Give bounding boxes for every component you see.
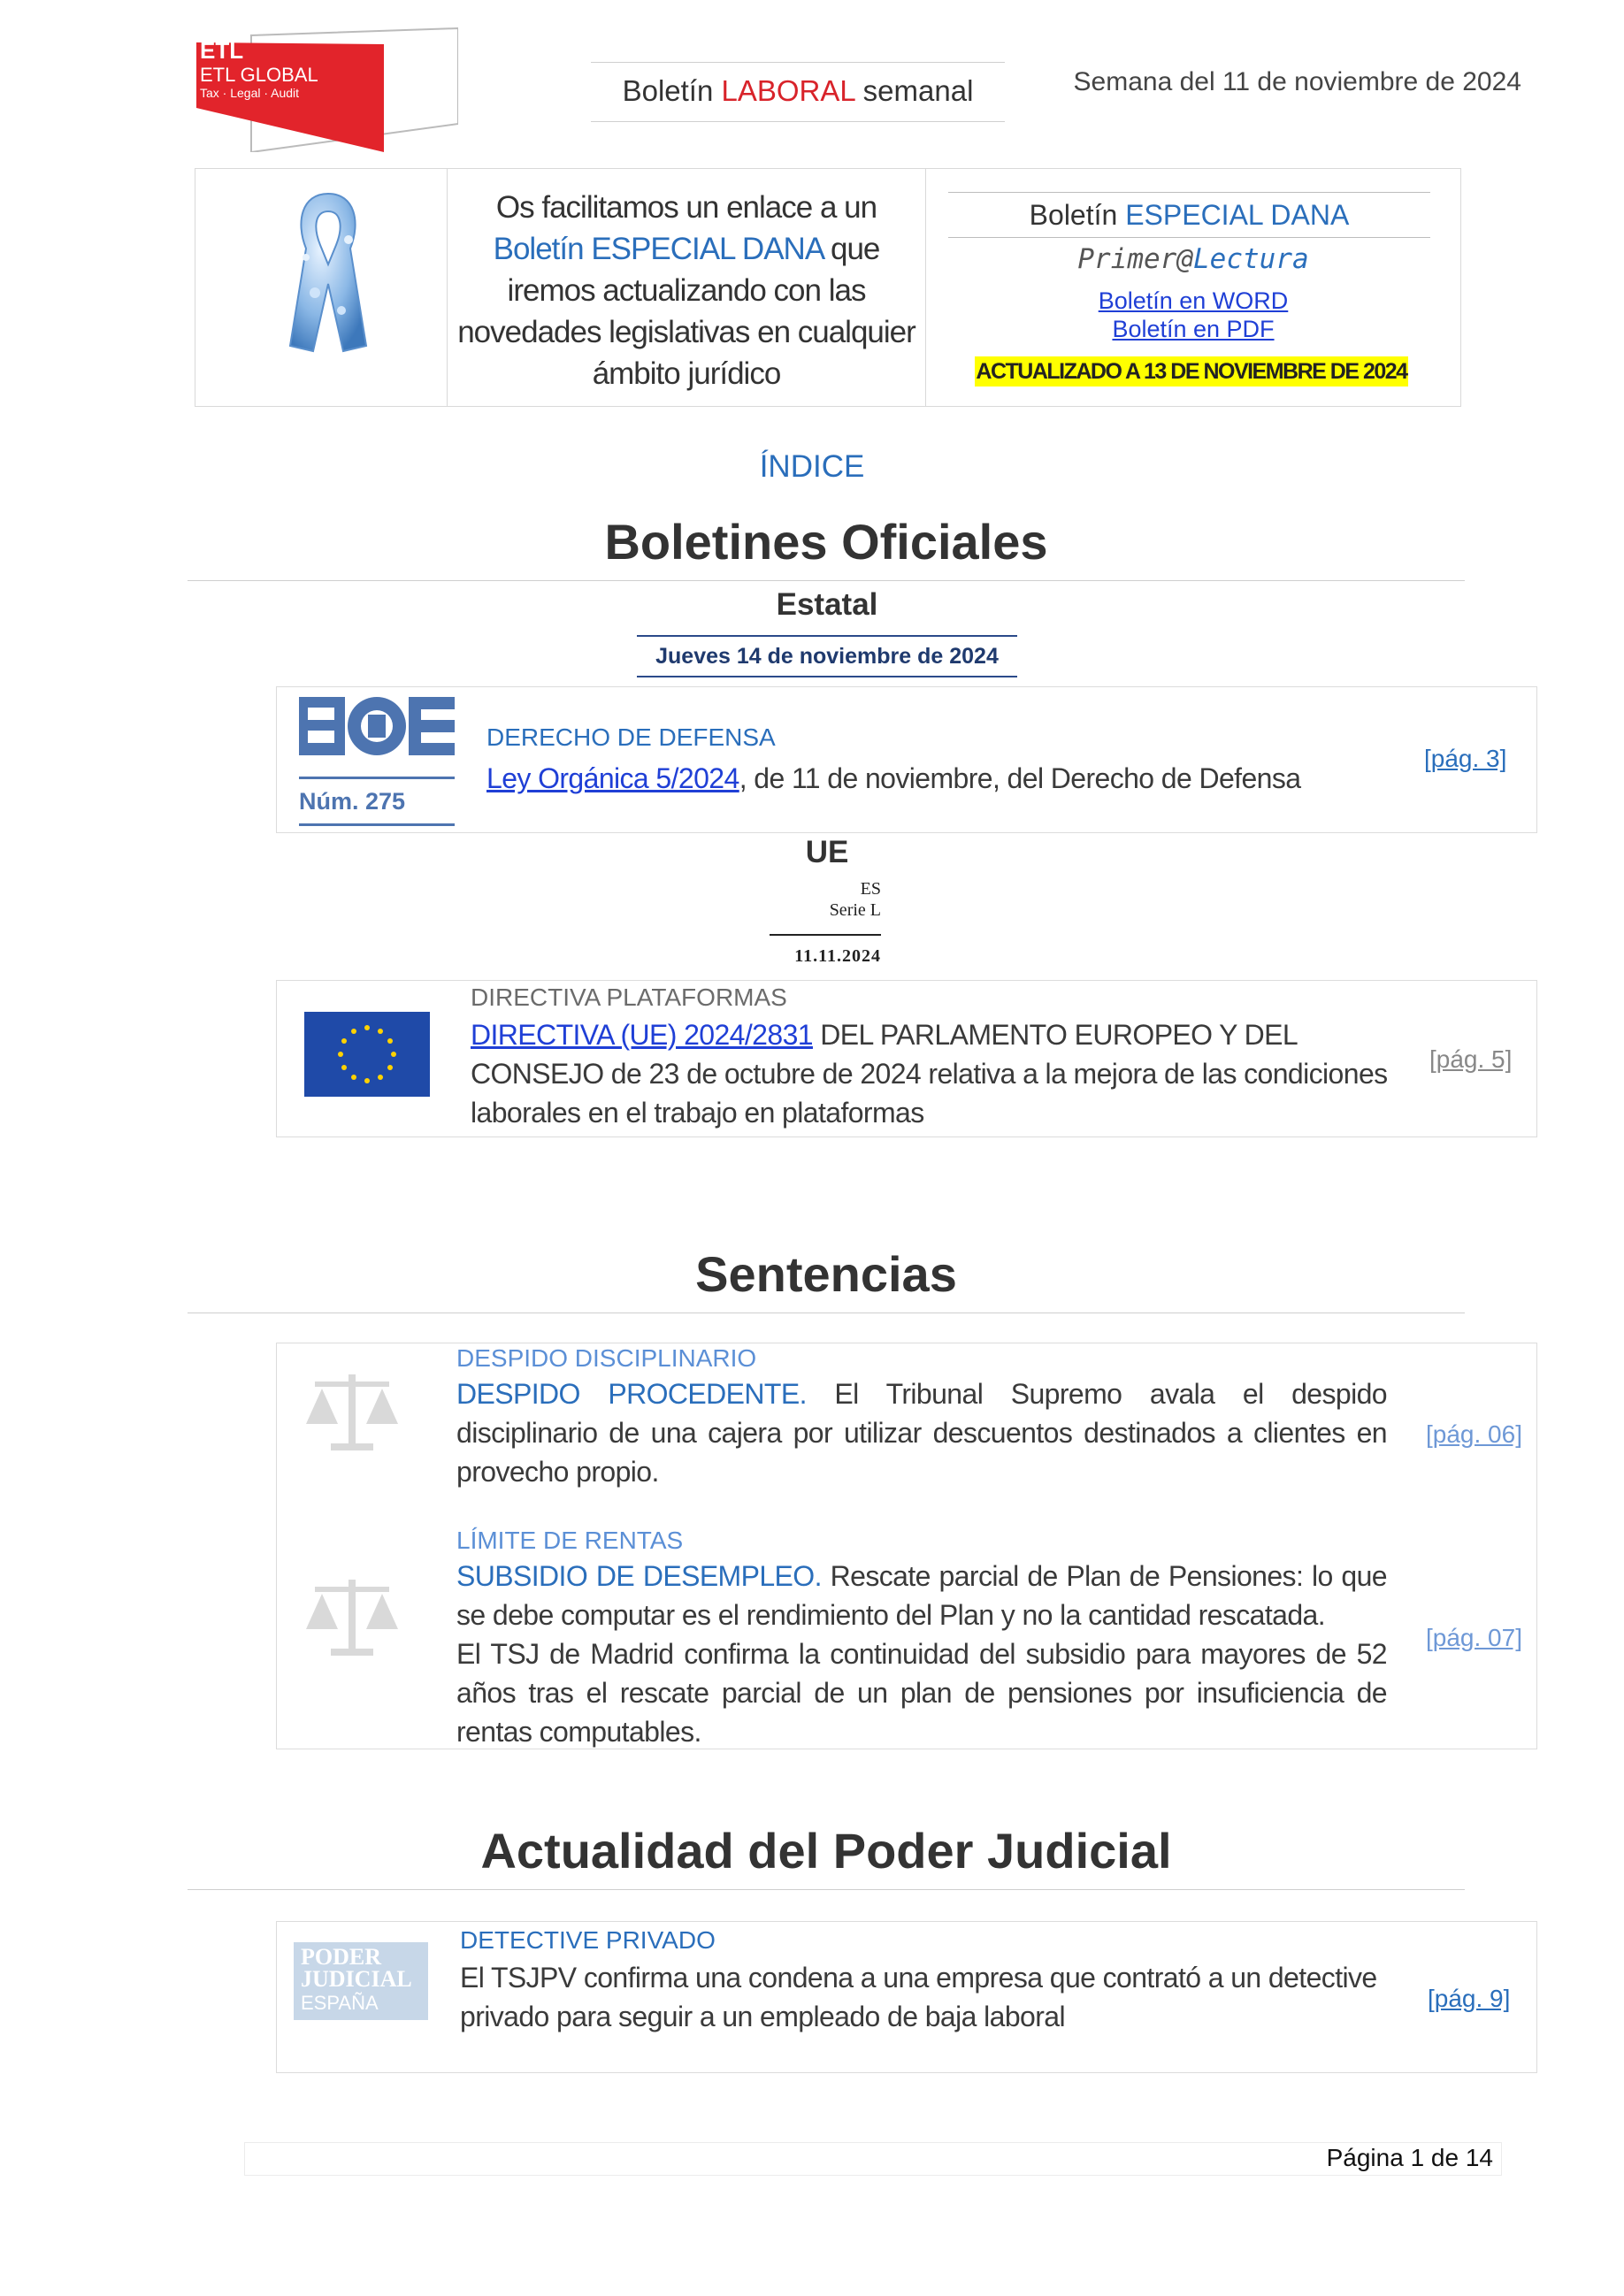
pdf-link[interactable]: Boletín en PDF xyxy=(1112,316,1275,342)
entry-category: DERECHO DE DEFENSA xyxy=(486,723,776,751)
sentencia-2-category: LÍMITE DE RENTAS xyxy=(456,1527,684,1554)
pj-text: El TSJPV confirma una condena a una empresa que contrató a un detective privado para seguir a un empleado de baja laboral xyxy=(460,1962,1377,2032)
page-link[interactable]: [pág. 3] xyxy=(1424,745,1507,772)
doue-lang: ES xyxy=(860,879,881,899)
scales-icon xyxy=(306,1574,398,1663)
promo-dana-link[interactable]: Boletín ESPECIAL DANA xyxy=(493,232,823,266)
pj-logo-line-2: JUDICIAL xyxy=(301,1966,412,1992)
entry-text xyxy=(486,759,1318,798)
sentencia-2-lead: SUBSIDIO DE DESEMPLEO. xyxy=(456,1560,822,1592)
ue-category: DIRECTIVA PLATAFORMAS xyxy=(471,983,787,1011)
doue-serie: Serie L xyxy=(829,900,881,920)
word-link[interactable]: Boletín en WORD xyxy=(1098,287,1289,314)
box-title-pre: Boletín xyxy=(1029,199,1126,231)
doue-date: 11.11.2024 xyxy=(794,946,881,966)
doue-rule xyxy=(770,934,881,936)
boe-number: Núm. 275 xyxy=(299,777,455,826)
sentencia-2-page-link[interactable]: [pág. 07] xyxy=(1426,1624,1522,1651)
promo-post: que iremos actualizando con las novedades legislativas en cualquier ámbito jurídico xyxy=(457,232,915,391)
dana-promo-text xyxy=(456,187,916,394)
doue-header xyxy=(770,877,885,975)
pj-category: DETECTIVE PRIVADO xyxy=(460,1926,716,1954)
boe-logo xyxy=(299,693,458,826)
sentencia-1-page-link[interactable]: [pág. 06] xyxy=(1426,1420,1522,1448)
pj-logo-line-1: PODER xyxy=(301,1944,381,1970)
section-boletines-heading: Boletines Oficiales xyxy=(188,513,1465,581)
promo-pre: Os facilitamos un enlace a un xyxy=(495,190,877,225)
bulletin-title xyxy=(591,62,1005,122)
primer-text: Primer@ xyxy=(1077,243,1193,275)
logo-etl-text: ETL xyxy=(200,37,244,64)
ribbon-cell xyxy=(195,169,448,406)
estatal-heading: Estatal xyxy=(776,587,878,622)
logo-global-text: ETL GLOBAL xyxy=(200,64,318,86)
poder-judicial-logo xyxy=(294,1942,428,2020)
dana-promo-table xyxy=(195,168,1461,407)
entry-text-rest: , de 11 de noviembre, del Derecho de Defensa xyxy=(739,762,1301,794)
sentencia-2-text xyxy=(456,1557,1387,1634)
sentencia-2-body: Rescate parcial de Plan de Pensiones: lo que se debe computar es el rendimiento del Plan y no la cantidad rescatada. xyxy=(456,1560,1387,1631)
ue-heading: UE xyxy=(805,835,849,869)
dana-links-cell xyxy=(926,169,1460,406)
box-title-blue: ESPECIAL DANA xyxy=(1125,199,1350,231)
page-number: Página 1 de 14 xyxy=(1326,2144,1493,2171)
section-sentencias-heading: Sentencias xyxy=(188,1245,1465,1313)
pj-logo-line-3: ESPAÑA xyxy=(301,1992,379,2014)
sentencia-2-text-2: El TSJ de Madrid confirma la continuidad del subsidio para mayores de 52 años tras el rescate parcial de un plan de pensiones por insuficiencia de rentas computables. xyxy=(456,1638,1387,1748)
lectura-text: Lectura xyxy=(1193,243,1309,275)
ue-page-link[interactable]: [pág. 5] xyxy=(1429,1045,1513,1073)
etl-global-logo xyxy=(193,27,458,152)
awareness-ribbon-icon xyxy=(280,187,377,355)
pj-page-link[interactable]: [pág. 9] xyxy=(1428,1985,1511,2012)
boe-logo-icon xyxy=(299,693,455,761)
sentencia-1-text xyxy=(456,1374,1387,1491)
week-label: Semana del 11 de noviembre de 2024 xyxy=(1073,67,1521,96)
section-poder-judicial-heading: Actualidad del Poder Judicial xyxy=(188,1822,1465,1890)
directiva-link[interactable]: DIRECTIVA (UE) 2024/2831 xyxy=(471,1019,813,1051)
primer-lectura-logo xyxy=(926,243,1460,275)
ue-text-rest: DEL PARLAMENTO EUROPEO Y DEL CONSEJO de 23 de octubre de 2024 relativa a la mejora de las condiciones laborales en el trabajo en plataformas xyxy=(471,1019,1388,1129)
title-laboral: LABORAL xyxy=(721,74,855,107)
title-pre: Boletín xyxy=(622,74,722,107)
sentencia-1-lead: DESPIDO PROCEDENTE. xyxy=(456,1378,807,1410)
ue-text xyxy=(471,1015,1390,1132)
dana-box-title xyxy=(948,192,1430,238)
sentencia-1-body: El Tribunal Supremo avala el despido disciplinario de una cajera por utilizar descuentos destinados a clientes en provecho propio. xyxy=(456,1378,1387,1488)
index-heading: ÍNDICE xyxy=(759,449,865,484)
scales-icon xyxy=(306,1369,398,1458)
boe-date: Jueves 14 de noviembre de 2024 xyxy=(637,635,1017,677)
ley-organica-link[interactable]: Ley Orgánica 5/2024 xyxy=(486,762,739,794)
dana-promo-cell xyxy=(448,169,926,406)
logo-sub-text: Tax · Legal · Audit xyxy=(200,86,300,100)
title-post: semanal xyxy=(854,74,974,107)
updated-badge: ACTUALIZADO A 13 DE NOVIEMBRE DE 2024 xyxy=(975,356,1408,386)
sentencia-1-category: DESPIDO DISCIPLINARIO xyxy=(456,1344,757,1372)
eu-flag-icon xyxy=(304,1012,430,1097)
